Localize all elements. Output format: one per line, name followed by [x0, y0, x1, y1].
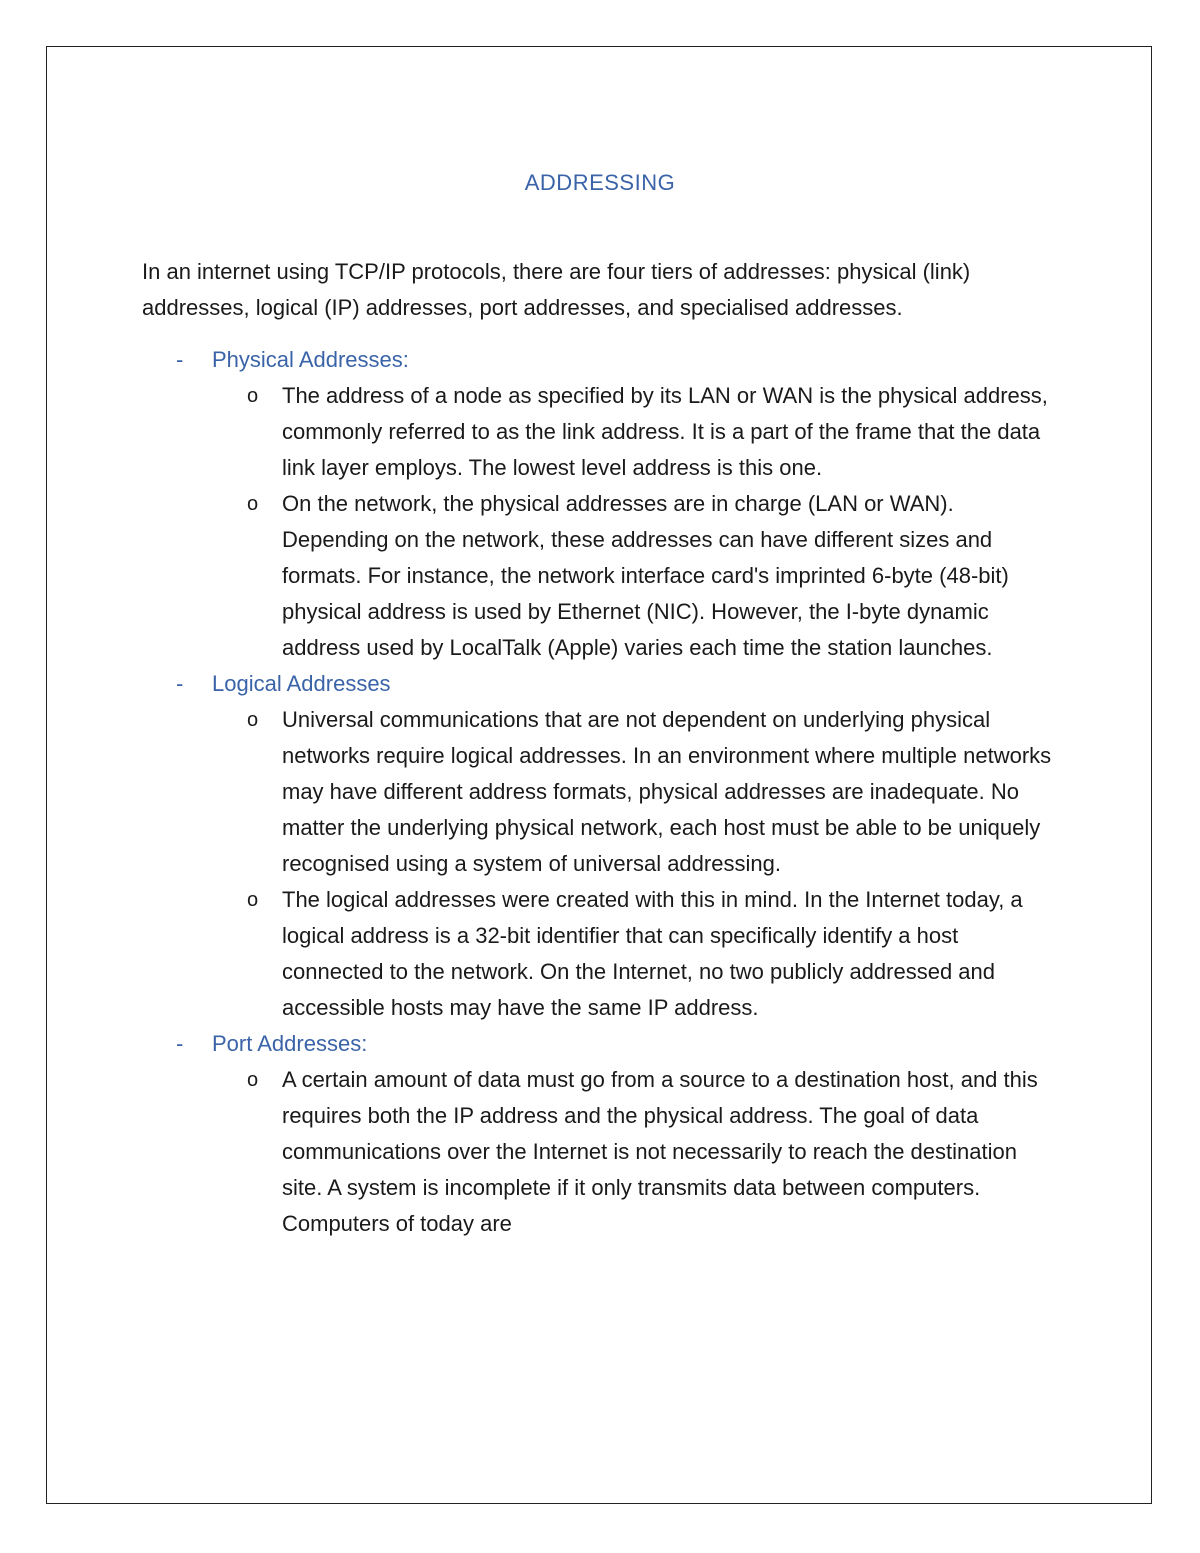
document-title: ADDRESSING — [524, 170, 676, 195]
section-port-addresses — [142, 1026, 1072, 1242]
section-heading — [142, 342, 1072, 378]
dash-marker: - — [176, 347, 184, 372]
bullet-text: On the network, the physical addresses are in charge (LAN or WAN). Depending on the network, these addresses can have different sizes and formats. For instance, the network interface card's imprinted 6-byte (48-bit) physical address is used by Ethernet (NIC). However, the I-byte dynamic address used by LocalTalk (Apple) varies each time the station launches. — [282, 491, 1009, 660]
bullet-text: A certain amount of data must go from a source to a destination host, and this requires both the IP address and the physical address. The goal of data communications over the Internet is not necessarily to reach the destination site. A system is incomplete if it only transmits data between computers. Computers of today are — [282, 1067, 1038, 1236]
bullet-text: The address of a node as specified by its LAN or WAN is the physical address, commonly referred to as the link address. It is a part of the frame that the data link layer employs. The lowest level address is this one. — [282, 383, 1048, 480]
dash-marker: - — [176, 671, 184, 696]
bullet-marker: o — [247, 889, 259, 911]
bullet-text: The logical addresses were created with this in mind. In the Internet today, a logical address is a 32-bit identifier that can specifically identify a host connected to the network. On the Internet, no two publicly addressed and accessible hosts may have the same IP address. — [282, 887, 1023, 1020]
list-item — [142, 702, 1062, 882]
section-physical-addresses — [142, 342, 1072, 666]
section-heading-text: Logical Addresses — [212, 671, 391, 696]
section-logical-addresses — [142, 666, 1072, 1026]
list-item — [142, 1062, 1062, 1242]
dash-marker: - — [176, 1031, 184, 1056]
bullet-marker: o — [247, 493, 259, 515]
section-heading — [142, 666, 1072, 702]
bullet-marker: o — [247, 709, 259, 731]
section-heading-text: Physical Addresses: — [212, 347, 409, 372]
list-item — [142, 378, 1062, 486]
bullet-marker: o — [247, 1069, 259, 1091]
section-heading-text: Port Addresses: — [212, 1031, 368, 1056]
bullet-marker: o — [247, 385, 259, 407]
sections-list — [142, 342, 1072, 1242]
bullet-text: Universal communications that are not dependent on underlying physical networks require logical addresses. In an environment where multiple networks may have different address formats, physical addresses are inadequate. No matter the underlying physical network, each host must be able to be uniquely recognised using a system of universal addressing. — [282, 707, 1052, 876]
section-heading — [142, 1026, 1072, 1062]
list-item — [142, 882, 1062, 1026]
intro-paragraph: In an internet using TCP/IP protocols, there are four tiers of addresses: physical (link) addresses, logical (IP) addresses, port addresses, and specialised addresses. — [142, 259, 971, 320]
list-item — [142, 486, 1062, 666]
